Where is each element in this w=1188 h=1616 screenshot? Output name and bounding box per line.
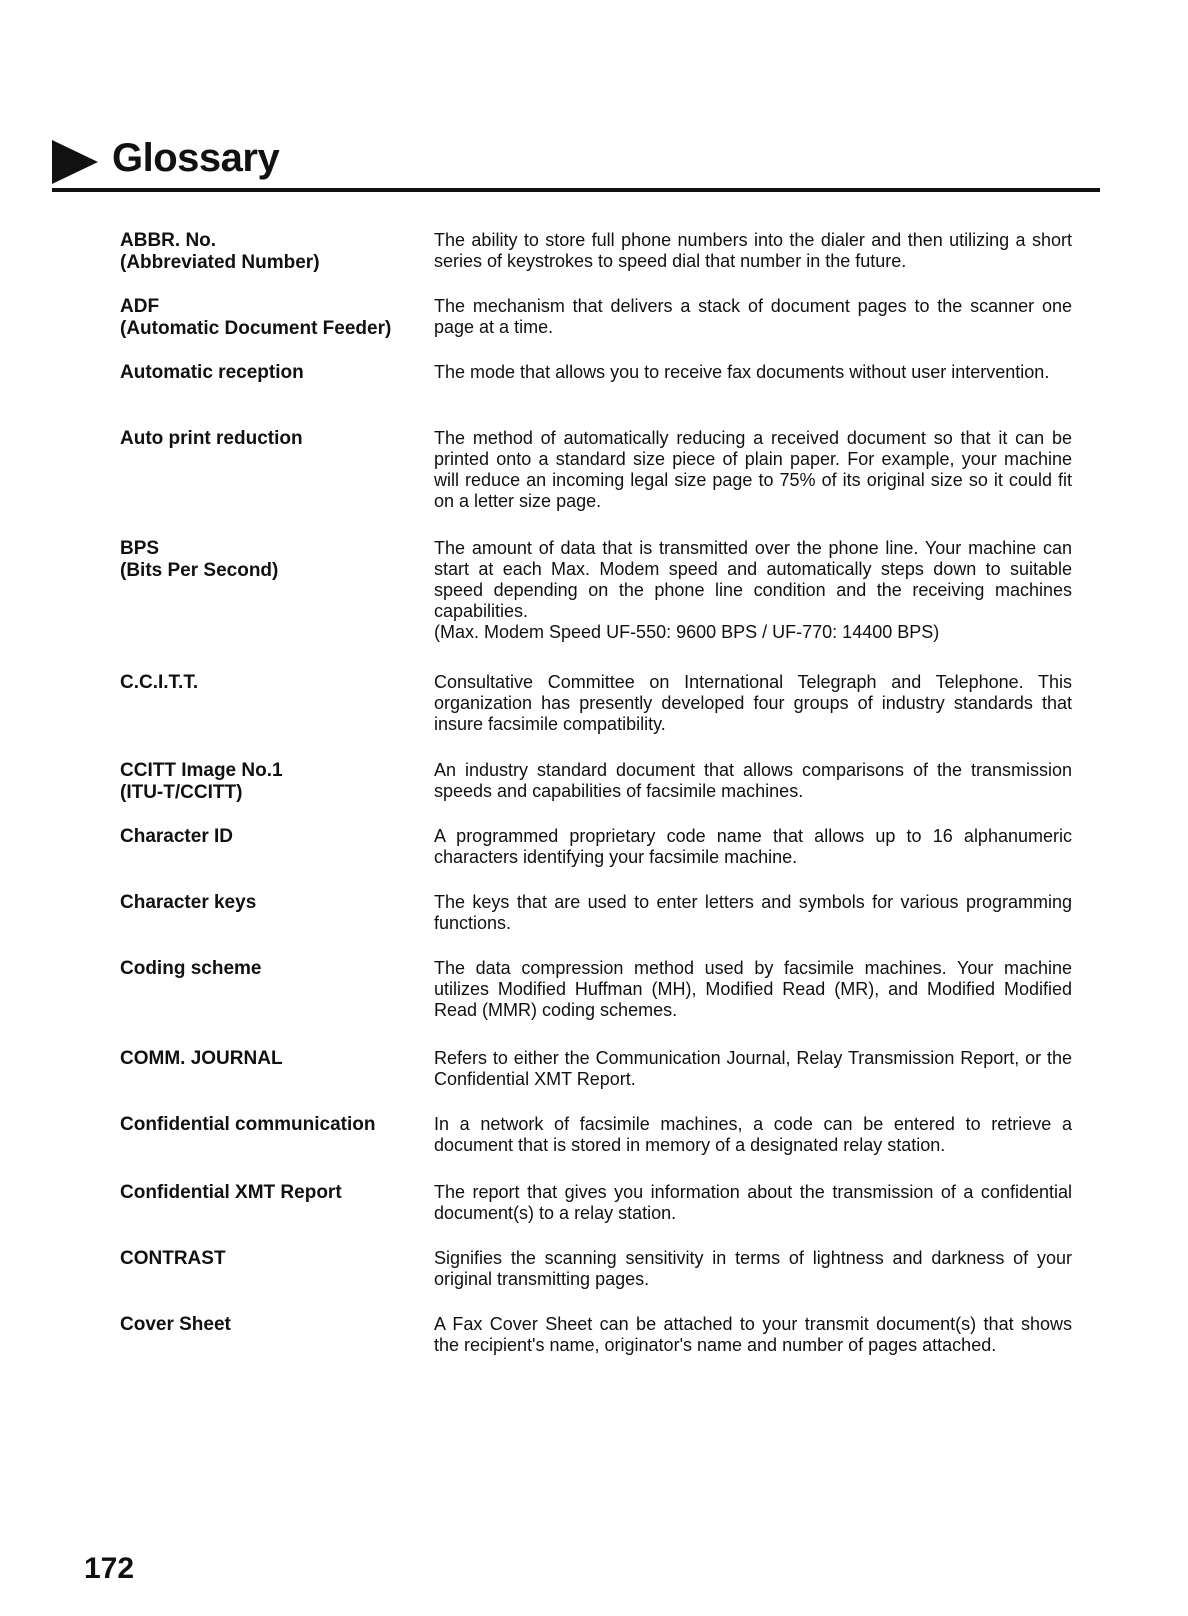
glossary-definition: The amount of data that is transmitted over the phone line. Your machine can start at each Max. Modem speed and automatically steps down to suitable speed depending on the phone line condition and the receiving machines capabilities. (Max. Modem Speed UF-550: 9600 BPS / UF-770: 14400 BPS) bbox=[434, 538, 1072, 642]
glossary-term: COMM. JOURNAL bbox=[120, 1048, 283, 1069]
page-title: Glossary bbox=[112, 136, 280, 180]
glossary-definition: A Fax Cover Sheet can be attached to your transmit document(s) that shows the recipient's name, originator's name and number of pages attached. bbox=[434, 1314, 1072, 1355]
triangle-arrow-icon bbox=[52, 140, 98, 184]
glossary-term: Character ID bbox=[120, 826, 233, 847]
glossary-definition: The method of automatically reducing a received document so that it can be printed onto a standard size piece of plain paper. For example, your machine will reduce an incoming legal size page to 75% of its original size so it could fit on a letter size page. bbox=[434, 428, 1072, 511]
glossary-header bbox=[52, 136, 1100, 192]
glossary-term: Automatic reception bbox=[120, 362, 304, 383]
glossary-definition: The report that gives you information about the transmission of a confidential document(s) to a relay station. bbox=[434, 1182, 1072, 1223]
glossary-definition: The data compression method used by facsimile machines. Your machine utilizes Modified Huffman (MH), Modified Read (MR), and Modified Modified Read (MMR) coding schemes. bbox=[434, 958, 1072, 1020]
glossary-definition: The ability to store full phone numbers into the dialer and then utilizing a short series of keystrokes to speed dial that number in the future. bbox=[434, 230, 1072, 271]
glossary-term: BPS (Bits Per Second) bbox=[120, 538, 279, 581]
glossary-definition: The mode that allows you to receive fax documents without user intervention. bbox=[434, 362, 1050, 382]
glossary-term: Confidential XMT Report bbox=[120, 1182, 342, 1203]
glossary-term: Coding scheme bbox=[120, 958, 262, 979]
glossary-term: Confidential communication bbox=[120, 1114, 376, 1135]
glossary-term: ADF (Automatic Document Feeder) bbox=[120, 296, 392, 339]
glossary-term: Auto print reduction bbox=[120, 428, 303, 449]
glossary-definition: Refers to either the Communication Journal, Relay Transmission Report, or the Confidential XMT Report. bbox=[434, 1048, 1072, 1089]
glossary-definition: The mechanism that delivers a stack of document pages to the scanner one page at a time. bbox=[434, 296, 1072, 337]
glossary-term: C.C.I.T.T. bbox=[120, 672, 199, 693]
glossary-term: CONTRAST bbox=[120, 1248, 226, 1269]
glossary-definition: Signifies the scanning sensitivity in terms of lightness and darkness of your original transmitting pages. bbox=[434, 1248, 1072, 1289]
glossary-term: Character keys bbox=[120, 892, 257, 913]
glossary-definition: The keys that are used to enter letters and symbols for various programming functions. bbox=[434, 892, 1072, 933]
page-number: 172 bbox=[84, 1552, 135, 1585]
glossary-definition: Consultative Committee on International Telegraph and Telephone. This organization has presently developed four groups of industry standards that insure facsimile compatibility. bbox=[434, 672, 1072, 734]
glossary-definition: In a network of facsimile machines, a code can be entered to retrieve a document that is stored in memory of a designated relay station. bbox=[434, 1114, 1072, 1155]
glossary-term: ABBR. No. (Abbreviated Number) bbox=[120, 230, 320, 273]
glossary-term: CCITT Image No.1 (ITU-T/CCITT) bbox=[120, 760, 283, 803]
glossary-definition: An industry standard document that allows comparisons of the transmission speeds and capabilities of facsimile machines. bbox=[434, 760, 1072, 801]
glossary-definition: A programmed proprietary code name that allows up to 16 alphanumeric characters identifying your facsimile machine. bbox=[434, 826, 1072, 867]
glossary-term: Cover Sheet bbox=[120, 1314, 231, 1335]
header-rule bbox=[52, 188, 1100, 192]
